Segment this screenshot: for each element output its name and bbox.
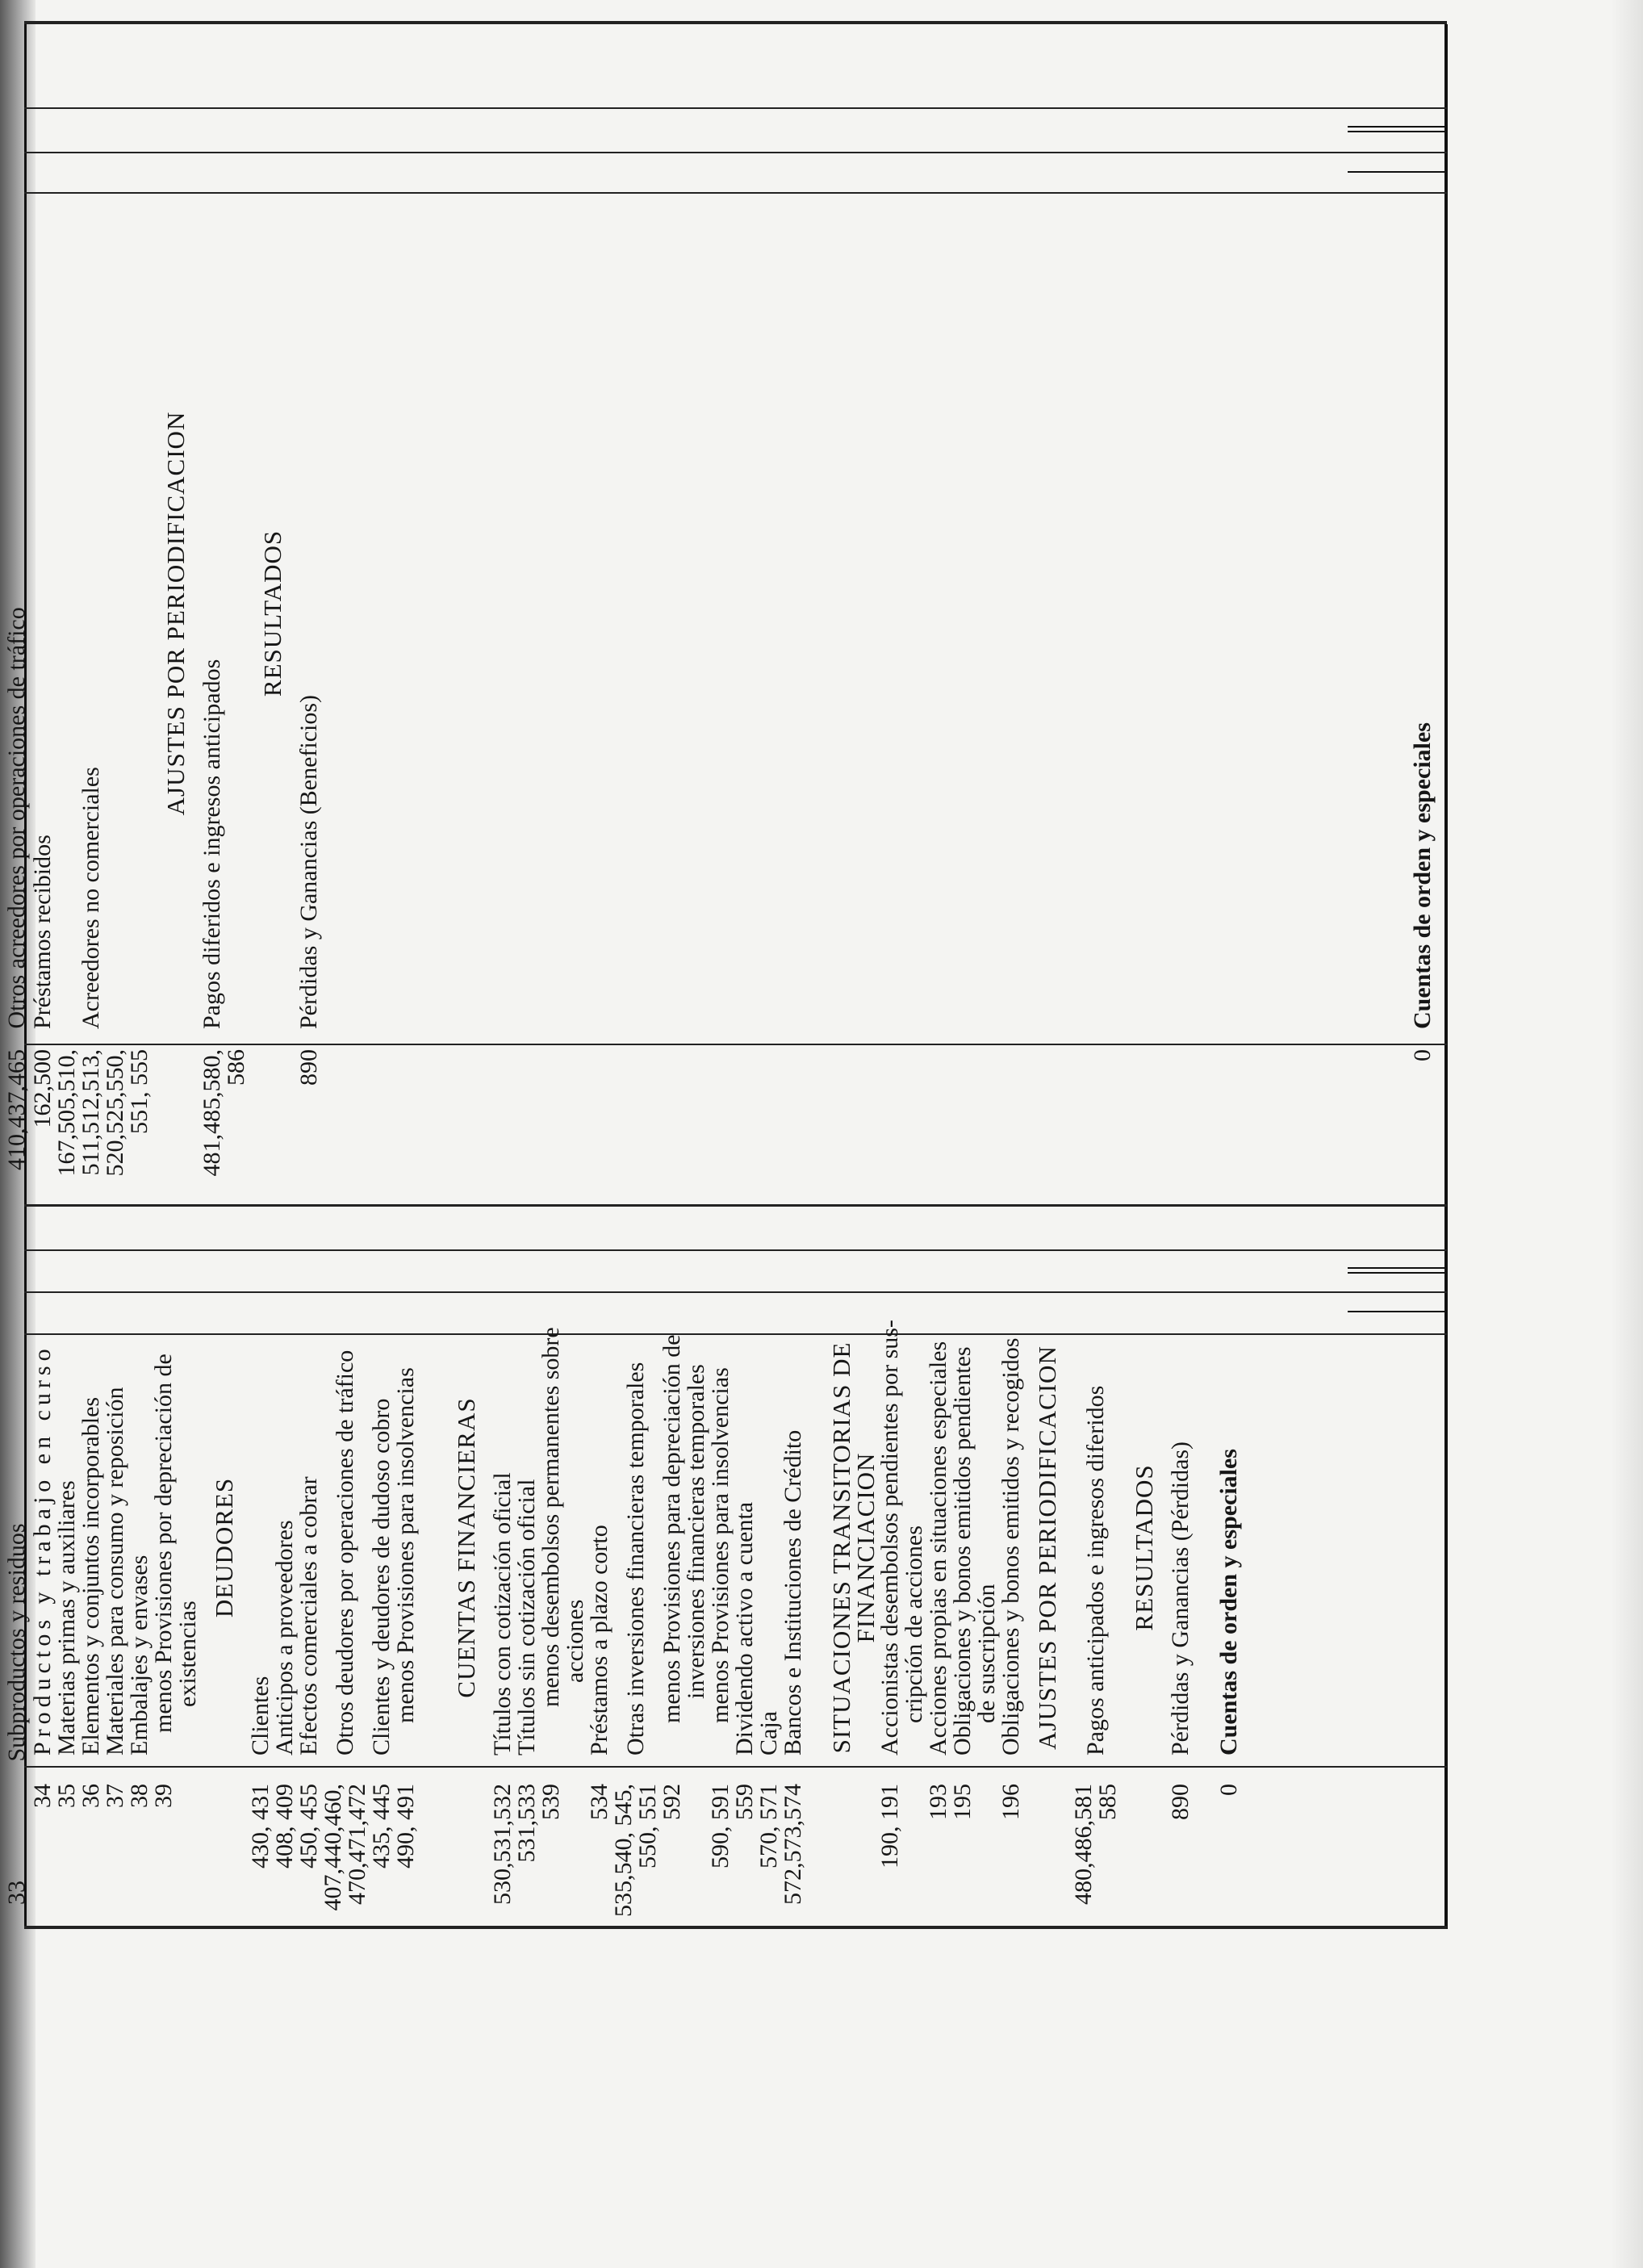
right-codes xyxy=(31,1049,321,1203)
amount-tick xyxy=(1348,171,1444,173)
label-cell: existencias xyxy=(174,1601,201,1707)
code-cell: 35 xyxy=(53,1784,80,1808)
label-cell xyxy=(636,1340,660,1755)
label-cell: Anticipos a proveedores xyxy=(271,1520,298,1755)
code-cell: 38 xyxy=(126,1784,153,1808)
label-cell: Pagos anticipados e ingresos diferidos xyxy=(1082,1385,1109,1755)
label-cell: menos Provisiones para depreciación de xyxy=(658,1334,685,1723)
label-cell: Cuentas de orden y especiales xyxy=(1409,722,1436,1029)
right-labels xyxy=(31,198,321,1029)
label-cell: Obligaciones y bonos emitidos pendientes xyxy=(949,1346,976,1755)
left-amount-divider-1 xyxy=(24,1333,1447,1335)
code-cell: 550, 551 xyxy=(634,1784,661,1868)
label-cell: Embalajes y envases xyxy=(126,1555,153,1755)
left-code-divider xyxy=(24,1766,1447,1768)
code-cell: 195 xyxy=(949,1784,976,1820)
label-cell: menos desembolsos permanentes sobre xyxy=(537,1327,564,1707)
section-heading: SITUACIONES TRANSITORIAS DE xyxy=(827,1341,855,1754)
code-cell: 37 xyxy=(102,1784,128,1808)
code-cell: 570, 571 xyxy=(755,1784,782,1868)
middle-divider xyxy=(24,1204,1447,1207)
top-strip-right-amount: 410,437,465 xyxy=(3,1049,30,1170)
amount-tick xyxy=(1348,131,1444,132)
label-cell: Pérdidas y Ganancias (Beneficios) xyxy=(295,694,322,1029)
table-bottom-rule xyxy=(1444,24,1448,1929)
code-cell xyxy=(684,1784,709,1929)
label-cell: Pérdidas y Ganancias (Pérdidas) xyxy=(1167,1441,1194,1755)
code-cell: 572,573,574 xyxy=(780,1784,806,1905)
code-cell: 559 xyxy=(731,1784,758,1820)
code-cell: 890 xyxy=(295,1049,322,1086)
code-cell: 511,512,513, xyxy=(77,1049,104,1176)
code-cell: 430, 431 xyxy=(247,1784,274,1868)
top-strip-left-label: Subproductos y residuos xyxy=(3,1523,30,1762)
right-amount-divider-1 xyxy=(24,192,1447,194)
code-cell: 39 xyxy=(150,1784,177,1808)
label-cell: Préstamos a plazo corto xyxy=(586,1525,612,1755)
label-cell: Accionistas desembolsos pendientes por sus- xyxy=(876,1320,903,1755)
label-cell: Efectos comerciales a cobrar xyxy=(295,1476,322,1755)
label-cell: acciones xyxy=(562,1599,588,1683)
code-cell: 551, 555 xyxy=(126,1049,153,1134)
label-cell: Clientes xyxy=(247,1676,274,1755)
label-cell: Préstamos recibidos xyxy=(29,835,56,1029)
label-cell: Dividendo activo a cuenta xyxy=(731,1501,758,1755)
top-strip-right-label: Otros acreedores por operaciones de tráfico xyxy=(3,607,30,1029)
label-cell: Acreedores no comerciales xyxy=(77,767,104,1029)
left-amount-divider-3 xyxy=(24,1249,1447,1251)
label-cell: Cuentas de orden y especiales xyxy=(1215,1449,1242,1755)
code-cell: 408, 409 xyxy=(271,1784,298,1868)
code-cell xyxy=(975,1784,999,1929)
label-cell: Obligaciones y bonos emitidos y recogidos xyxy=(997,1337,1024,1755)
section-heading: AJUSTES POR PERIODIFICACION xyxy=(161,411,190,816)
label-cell: Otros deudores por operaciones de tráfico xyxy=(332,1350,358,1755)
code-cell: 890 xyxy=(1167,1784,1194,1820)
code-cell: 590, 591 xyxy=(707,1784,734,1868)
section-heading: DEUDORES xyxy=(210,1477,238,1618)
label-cell: Caja xyxy=(755,1711,782,1755)
section-heading: FINANCIACION xyxy=(851,1452,880,1643)
code-cell: 586 xyxy=(223,1049,249,1086)
amount-tick xyxy=(1348,126,1444,128)
left-amount-divider-2 xyxy=(24,1291,1447,1293)
section-heading: RESULTADOS xyxy=(258,529,286,697)
code-cell: 36 xyxy=(77,1784,104,1808)
label-cell: menos Provisiones para insolvencias xyxy=(707,1367,734,1723)
code-cell: 481,485,580, xyxy=(199,1049,225,1177)
code-cell: 585 xyxy=(1094,1784,1121,1820)
section-heading: RESULTADOS xyxy=(1130,1464,1158,1631)
label-cell: inversiones financieras temporales xyxy=(683,1364,709,1699)
label-cell: menos Provisiones para insolvencias xyxy=(392,1367,419,1723)
label-cell: Bancos e Instituciones de Crédito xyxy=(780,1429,806,1755)
code-cell: 450, 455 xyxy=(295,1784,322,1868)
code-cell: 167,505,510, xyxy=(53,1049,80,1177)
code-cell: 34 xyxy=(29,1784,56,1808)
right-amount-divider-3 xyxy=(24,107,1447,109)
code-cell xyxy=(563,1784,587,1929)
right-code-divider xyxy=(24,1044,1447,1045)
amount-tick xyxy=(1348,1272,1444,1274)
code-cell: 0 xyxy=(1409,1049,1436,1061)
label-cell: de suscripción xyxy=(973,1584,1000,1723)
label-cell xyxy=(345,1340,370,1755)
label-cell: Materiales para consumo y reposición xyxy=(102,1387,128,1755)
right-orden-label xyxy=(1411,198,1435,1029)
right-amount-divider-2 xyxy=(24,152,1447,153)
label-cell: Títulos sin cotización oficial xyxy=(513,1479,540,1755)
top-strip-left-code: 33 xyxy=(3,1881,30,1905)
section-heading: CUENTAS FINANCIERAS xyxy=(452,1397,480,1698)
right-border xyxy=(24,21,1447,24)
code-cell: 535,540, 545, xyxy=(610,1784,637,1917)
amount-tick xyxy=(1348,1311,1444,1312)
code-cell xyxy=(902,1784,926,1929)
left-codes xyxy=(31,1784,1241,1929)
label-cell: Acciones propias en situaciones especiales xyxy=(925,1341,951,1755)
code-cell: 480,486,581 xyxy=(1070,1784,1097,1905)
left-labels xyxy=(29,1320,1242,1755)
label-cell: Pagos diferidos e ingresos anticipados xyxy=(199,659,225,1029)
code-cell: 520,525,550, xyxy=(102,1049,128,1177)
amount-tick xyxy=(1348,1267,1444,1269)
label-cell: Materias primas y auxiliares xyxy=(53,1480,80,1755)
label-cell: Títulos con cotización oficial xyxy=(489,1472,516,1755)
top-strip-left xyxy=(5,1207,29,1929)
section-heading: AJUSTES POR PERIODIFICACION xyxy=(1033,1345,1061,1750)
code-cell: 0 xyxy=(1215,1784,1242,1796)
code-cell: 196 xyxy=(997,1784,1024,1820)
top-strip-right xyxy=(5,73,29,1203)
balance-table xyxy=(3,24,1453,1929)
code-cell: 490, 491 xyxy=(392,1784,419,1868)
code-cell: 190, 191 xyxy=(876,1784,903,1868)
code-cell: 539 xyxy=(537,1784,564,1820)
code-cell: 162,500 xyxy=(29,1049,56,1128)
code-cell: 435, 445 xyxy=(368,1784,395,1868)
code-cell: 193 xyxy=(925,1784,951,1820)
code-cell xyxy=(176,1784,200,1929)
code-cell: 534 xyxy=(586,1784,612,1820)
label-cell: Elementos y conjuntos incorporables xyxy=(77,1396,104,1755)
code-cell: 470,471,472 xyxy=(344,1784,370,1905)
label-cell: cripción de acciones xyxy=(901,1525,927,1723)
label-cell: Productos y trabajo en curso xyxy=(29,1344,56,1755)
label-cell: Otras inversiones financieras temporales xyxy=(622,1362,649,1755)
code-cell: 530,531,532 xyxy=(489,1784,516,1905)
right-orden-code xyxy=(1411,1049,1435,1203)
code-cell: 407,440,460, xyxy=(320,1784,346,1911)
code-cell: 592 xyxy=(658,1784,685,1820)
label-cell: menos Provisiones por depreciación de xyxy=(150,1354,177,1733)
label-cell: Clientes y deudores de dudoso cobro xyxy=(368,1398,395,1755)
code-cell: 531,533 xyxy=(513,1784,540,1863)
